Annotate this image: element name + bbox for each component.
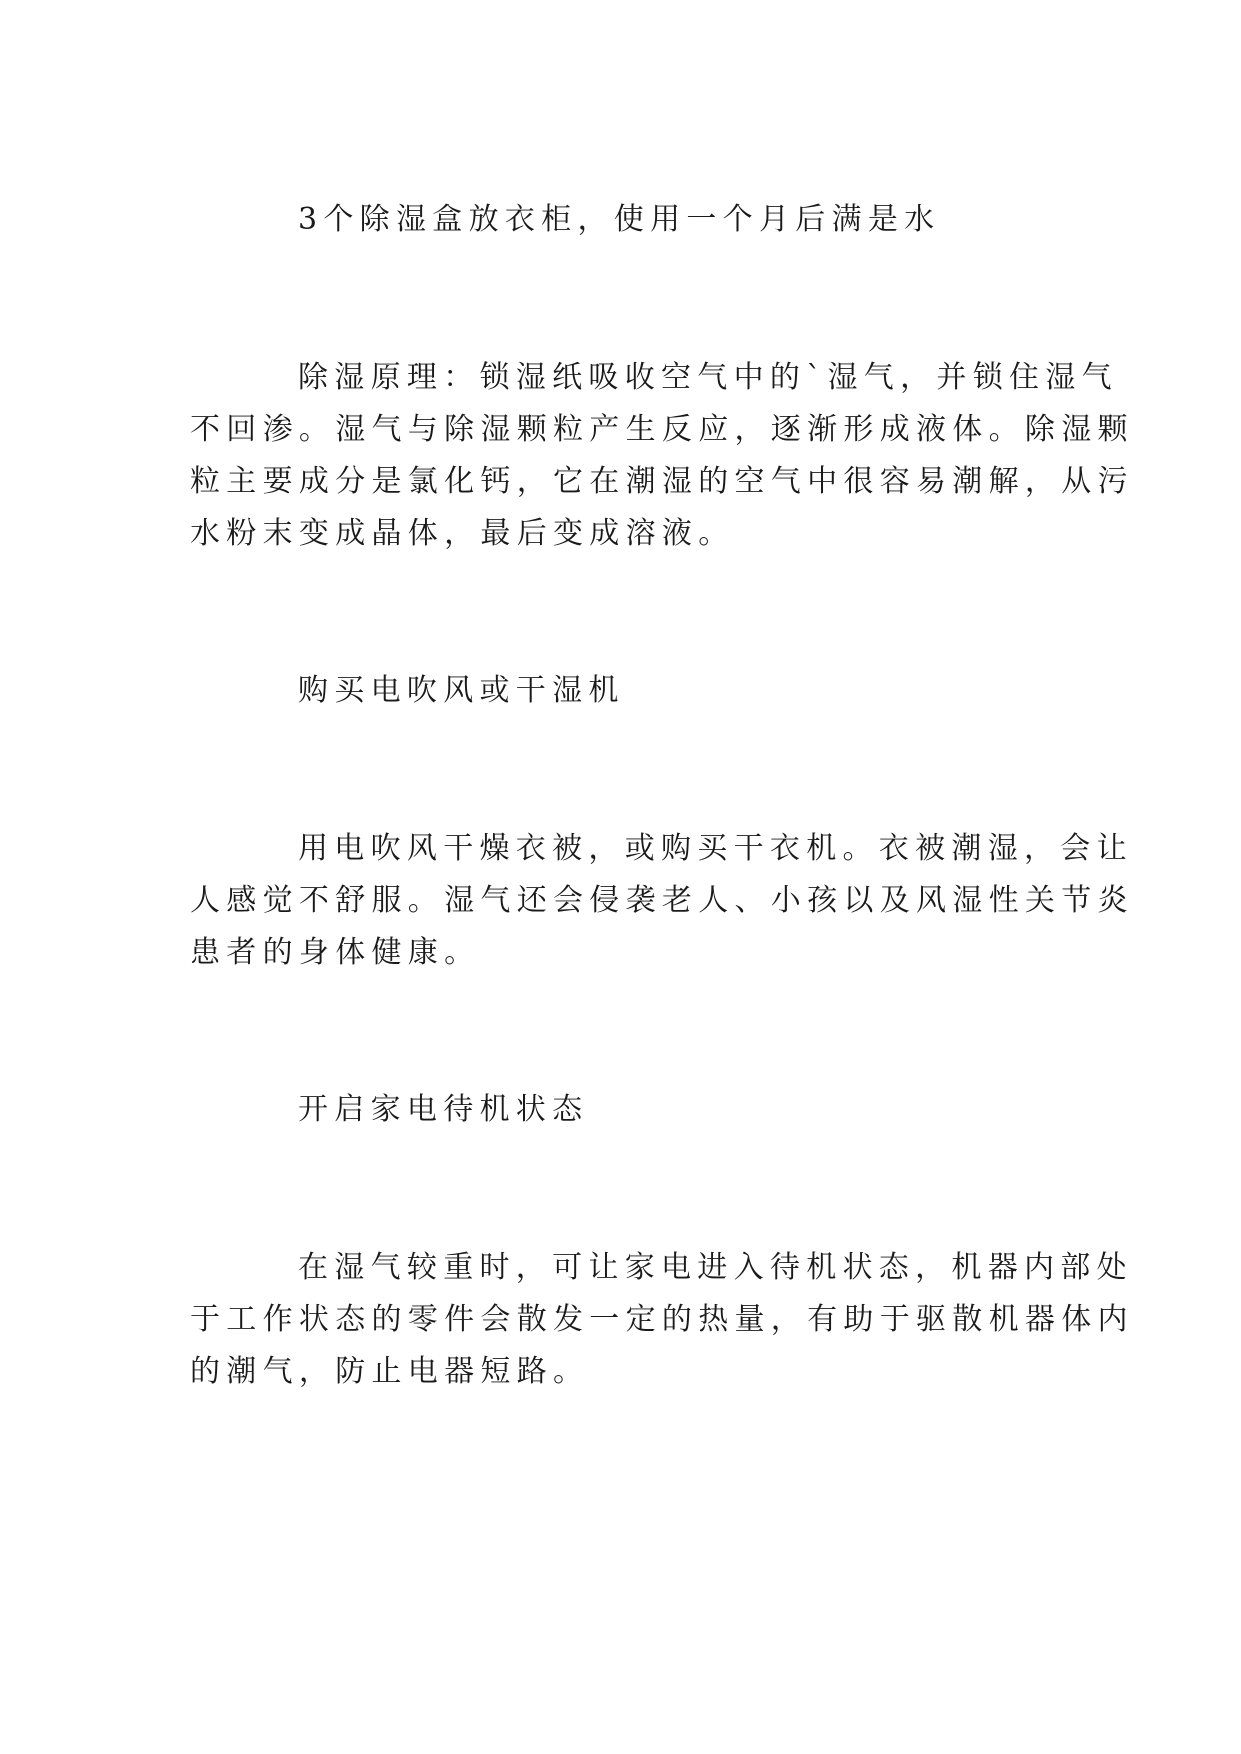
section-heading: 3个除湿盒放衣柜，使用一个月后满是水: [298, 202, 941, 237]
section-heading: 开启家电待机状态: [298, 1092, 589, 1127]
paragraph-line: 不回渗。湿气与除湿颗粒产生反应，逐渐形成液体。除湿颗: [190, 412, 1134, 447]
paragraph-line: 粒主要成分是氯化钙，它在潮湿的空气中很容易潮解，从污: [190, 464, 1134, 499]
paragraph-line: 在湿气较重时，可让家电进入待机状态，机器内部处: [298, 1250, 1133, 1285]
paragraph-line: 患者的身体健康。: [190, 935, 481, 970]
paragraph-line: 的潮气，防止电器短路。: [190, 1354, 590, 1389]
section-heading: 购买电吹风或干湿机: [298, 673, 625, 708]
paragraph-line: 用电吹风干燥衣被，或购买干衣机。衣被潮湿，会让: [298, 831, 1133, 866]
paragraph-line: 水粉末变成晶体，最后变成溶液。: [190, 516, 735, 551]
paragraph-line: 于工作状态的零件会散发一定的热量，有助于驱散机器体内: [190, 1302, 1134, 1337]
paragraph-line: 除湿原理：锁湿纸吸收空气中的`湿气，并锁住湿气: [298, 360, 1118, 395]
paragraph-line: 人感觉不舒服。湿气还会侵袭老人、小孩以及风湿性关节炎: [190, 883, 1134, 918]
